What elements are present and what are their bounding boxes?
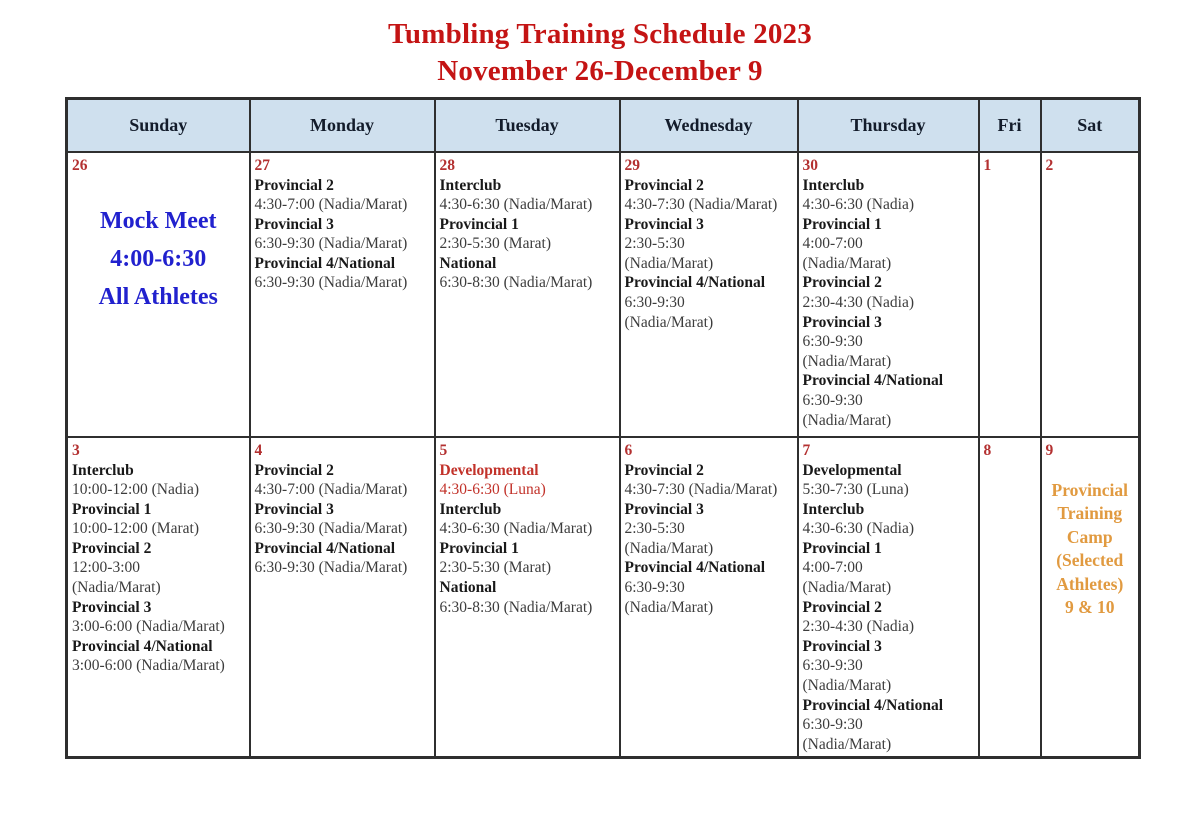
calendar-cell-27	[250, 152, 435, 437]
session-detail: 10:00-12:00 (Marat)	[72, 520, 199, 538]
session-name: Provincial 4/National	[624, 274, 766, 292]
session-name: Provincial 1	[72, 500, 152, 518]
cell-sessions	[803, 176, 974, 431]
calendar-cell-28	[435, 152, 620, 437]
session-name: Provincial 3	[802, 313, 882, 331]
session-detail: 2:30-5:30	[624, 520, 685, 538]
schedule-table-body	[67, 152, 1140, 758]
calendar-cell-6	[620, 437, 798, 758]
calendar-cell-30	[798, 152, 979, 437]
session-name: Provincial 2	[624, 176, 704, 194]
session-detail: (Nadia/Marat)	[802, 411, 892, 429]
day-header-sunday: Sunday	[67, 99, 250, 152]
cell-sessions	[72, 461, 245, 677]
cell-sessions	[625, 176, 793, 333]
session-detail: 4:30-6:30 (Nadia/Marat)	[439, 520, 593, 538]
session-name: Provincial 4/National	[72, 637, 213, 655]
calendar-cell-5	[435, 437, 620, 758]
session-name: Provincial 3	[624, 500, 704, 518]
session-detail: 6:30-9:30	[802, 392, 863, 410]
session-detail: 4:30-7:30 (Nadia/Marat)	[624, 196, 778, 214]
session-detail: 6:30-9:30 (Nadia/Marat)	[254, 559, 408, 577]
session-detail: Provincial	[1051, 479, 1128, 500]
page-title	[0, 16, 1200, 90]
session-detail: (Nadia/Marat)	[624, 598, 714, 616]
session-detail: 4:30-6:30 (Nadia/Marat)	[439, 196, 593, 214]
session-name: Interclub	[72, 461, 134, 479]
session-detail: 4:00-7:00	[802, 559, 863, 577]
calendar-cell-3	[67, 437, 250, 758]
session-detail: (Nadia/Marat)	[802, 735, 892, 753]
session-name: Provincial 4/National	[802, 696, 944, 714]
session-detail: 3:00-6:00 (Nadia/Marat)	[72, 657, 225, 675]
schedule-table-head	[67, 99, 1140, 152]
session-detail: All Athletes	[98, 283, 218, 310]
session-detail: 4:00-7:00	[802, 235, 863, 253]
session-detail: 2:30-4:30 (Nadia)	[802, 618, 914, 636]
session-name: Provincial 3	[254, 215, 334, 233]
session-name: Provincial 3	[802, 637, 882, 655]
date-number: 27	[254, 156, 270, 174]
cell-highlight-text	[1046, 461, 1135, 620]
cell-highlight-text	[72, 176, 245, 316]
session-name: Provincial 2	[802, 598, 882, 616]
session-detail: 6:30-9:30	[624, 294, 685, 312]
date-number: 5	[439, 441, 448, 459]
session-name: Provincial 2	[624, 461, 704, 479]
session-detail: 12:00-3:00	[72, 559, 141, 577]
session-detail: 6:30-9:30	[802, 333, 863, 351]
date-number: 9	[1045, 441, 1054, 459]
session-name: Interclub	[439, 500, 502, 518]
session-detail: 10:00-12:00 (Nadia)	[72, 481, 199, 499]
day-header-wednesday: Wednesday	[620, 99, 798, 152]
session-detail: (Nadia/Marat)	[72, 579, 161, 597]
session-detail: 6:30-9:30 (Nadia/Marat)	[254, 235, 408, 253]
session-detail: (Nadia/Marat)	[624, 313, 714, 331]
session-name: Provincial 4/National	[254, 254, 396, 272]
session-detail: 4:30-6:30 (Luna)	[439, 481, 546, 499]
session-name: Provincial 1	[439, 539, 519, 557]
session-detail: 4:30-7:00 (Nadia/Marat)	[254, 196, 408, 214]
session-name: Provincial 3	[624, 215, 704, 233]
session-detail: 4:30-6:30 (Nadia)	[802, 196, 914, 214]
session-detail: (Selected	[1056, 550, 1124, 570]
schedule-table	[65, 97, 1141, 759]
session-name: Provincial 3	[254, 500, 334, 518]
date-number: 26	[72, 156, 88, 174]
session-detail: 6:30-9:30	[802, 657, 863, 675]
session-detail: 6:30-9:30	[802, 716, 863, 734]
session-detail: Training	[1057, 503, 1123, 523]
date-number: 8	[983, 441, 992, 459]
session-detail: (Nadia/Marat)	[802, 352, 892, 370]
date-number: 6	[624, 441, 633, 459]
session-detail: (Nadia/Marat)	[802, 254, 892, 272]
week-row-0	[67, 152, 1140, 437]
session-detail: 4:00-6:30	[110, 245, 207, 272]
calendar-cell-26	[67, 152, 250, 437]
session-name: Provincial 2	[802, 274, 882, 292]
calendar-cell-9	[1041, 437, 1140, 758]
day-header-monday: Monday	[250, 99, 435, 152]
day-header-thursday: Thursday	[798, 99, 979, 152]
date-number: 3	[72, 441, 80, 459]
calendar-cell-2	[1041, 152, 1140, 437]
session-detail: (Nadia/Marat)	[624, 254, 714, 272]
session-name: Provincial 1	[802, 215, 882, 233]
session-detail: 6:30-8:30 (Nadia/Marat)	[439, 598, 593, 616]
week-row-1	[67, 437, 1140, 758]
session-name: Interclub	[802, 176, 865, 194]
day-header-row	[67, 99, 1140, 152]
date-number: 2	[1045, 156, 1054, 174]
session-detail: 5:30-7:30 (Luna)	[802, 481, 909, 499]
session-name: Provincial 2	[254, 461, 334, 479]
session-detail: 4:30-6:30 (Nadia)	[802, 520, 914, 538]
date-number: 4	[254, 441, 263, 459]
calendar-cell-8	[979, 437, 1041, 758]
session-name: Provincial 2	[72, 539, 152, 557]
session-detail: 2:30-5:30 (Marat)	[439, 559, 551, 577]
session-name: Provincial 2	[254, 176, 334, 194]
session-detail: Athletes)	[1056, 573, 1124, 594]
day-header-fri: Fri	[979, 99, 1041, 152]
session-detail: 6:30-9:30 (Nadia/Marat)	[254, 520, 408, 538]
date-number: 28	[439, 156, 455, 174]
session-name: Provincial 1	[439, 215, 519, 233]
session-name: Provincial 1	[802, 539, 882, 557]
session-detail: (Nadia/Marat)	[802, 579, 892, 597]
session-name: Developmental	[802, 461, 902, 479]
session-name: National	[439, 254, 497, 272]
session-detail: 6:30-8:30 (Nadia/Marat)	[439, 274, 593, 292]
day-header-sat: Sat	[1041, 99, 1140, 152]
session-detail: 6:30-9:30	[624, 579, 685, 597]
calendar-cell-1	[979, 152, 1041, 437]
session-detail: Mock Meet	[99, 207, 217, 234]
cell-sessions	[803, 461, 974, 755]
session-detail: 2:30-5:30 (Marat)	[439, 235, 551, 253]
session-name: National	[439, 579, 497, 597]
date-number: 1	[983, 156, 992, 174]
session-detail: 9 & 10	[1064, 597, 1115, 617]
title-line-2: November 26-December 9	[437, 55, 763, 87]
session-name: Interclub	[802, 500, 865, 518]
session-name: Provincial 4/National	[624, 559, 766, 577]
session-detail: (Nadia/Marat)	[802, 677, 892, 695]
cell-sessions	[440, 461, 615, 618]
day-header-tuesday: Tuesday	[435, 99, 620, 152]
session-detail: 4:30-7:00 (Nadia/Marat)	[254, 481, 408, 499]
session-detail: (Nadia/Marat)	[624, 539, 714, 557]
cell-sessions	[440, 176, 615, 294]
cell-sessions	[255, 176, 430, 294]
session-detail: 4:30-7:30 (Nadia/Marat)	[624, 481, 778, 499]
session-detail: 6:30-9:30 (Nadia/Marat)	[254, 274, 408, 292]
session-name: Provincial 3	[72, 598, 152, 616]
session-detail: 3:00-6:00 (Nadia/Marat)	[72, 618, 225, 636]
date-number: 7	[802, 441, 811, 459]
date-number: 29	[624, 156, 640, 174]
session-name: Interclub	[439, 176, 502, 194]
session-detail: Camp	[1066, 526, 1113, 547]
session-name: Developmental	[439, 461, 539, 479]
session-detail: 2:30-5:30	[624, 235, 685, 253]
cell-sessions	[625, 461, 793, 618]
cell-sessions	[255, 461, 430, 579]
title-line-1: Tumbling Training Schedule 2023	[388, 18, 812, 50]
date-number: 30	[802, 156, 818, 174]
session-name: Provincial 4/National	[802, 372, 944, 390]
calendar-cell-29	[620, 152, 798, 437]
session-name: Provincial 4/National	[254, 539, 396, 557]
session-detail: 2:30-4:30 (Nadia)	[802, 294, 914, 312]
calendar-cell-4	[250, 437, 435, 758]
calendar-cell-7	[798, 437, 979, 758]
